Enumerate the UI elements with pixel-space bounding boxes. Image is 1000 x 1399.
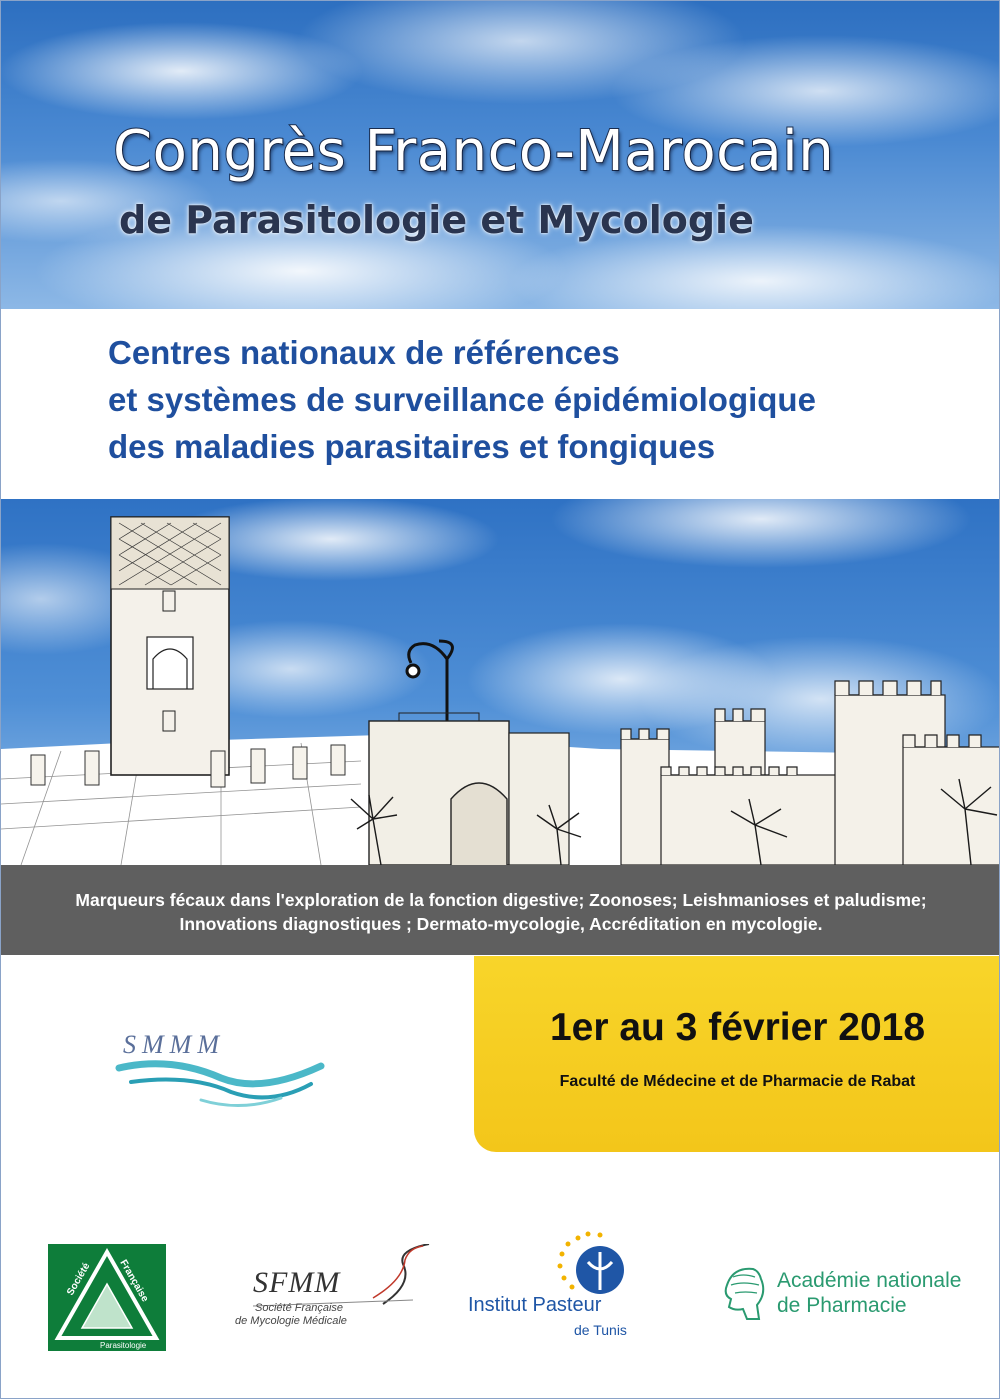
rabat-illustration (1, 499, 1000, 865)
smmm-wave-icon (111, 1016, 331, 1136)
smmm-logo (111, 1016, 331, 1136)
pasteur-name: Institut Pasteur (468, 1294, 602, 1316)
academie-profile-icon (713, 1263, 773, 1323)
congress-subtitle: de Parasitologie et Mycologie (119, 198, 754, 242)
kasbah-gate (369, 713, 569, 865)
academie-pharmacie-logo (713, 1263, 988, 1323)
sfp-text-bottom: Parasitologie (100, 1341, 147, 1350)
topics-line: Innovations diagnostiques ; Dermato-mycologie, Accréditation en mycologie. (179, 914, 823, 934)
institut-pasteur-logo (468, 1230, 658, 1346)
smmm-logo-text: SMMM (123, 1030, 225, 1059)
congress-theme (108, 329, 816, 470)
hassan-tower (111, 517, 229, 775)
topics-band (1, 865, 1000, 955)
pasteur-emblem-icon (468, 1230, 658, 1300)
sfp-logo (48, 1244, 166, 1351)
monument-sketch (1, 499, 1000, 865)
theme-line: des maladies parasitaires et fongiques (108, 428, 716, 465)
theme-line: et systèmes de surveillance épidémiologique (108, 381, 816, 418)
sfmm-subtitle-line: de Mycologie Médicale (235, 1315, 347, 1327)
congress-title: Congrès Franco-Marocain (113, 119, 835, 184)
academie-name-line: de Pharmacie (777, 1294, 907, 1317)
date-panel (474, 956, 1000, 1152)
event-dates: 1er au 3 février 2018 (549, 1006, 926, 1049)
sfmm-subtitle-line: Société Française (255, 1302, 344, 1314)
sfp-triangle-icon (48, 1244, 166, 1351)
sfmm-name: SFMM (253, 1266, 341, 1299)
sky-banner (1, 1, 1000, 309)
sfp-text-right: Française (117, 1258, 151, 1304)
academie-name-line: Académie nationale (777, 1269, 962, 1292)
sfp-text-top: Société (65, 1261, 93, 1298)
theme-line: Centres nationaux de références (108, 334, 620, 371)
topics-line: Marqueurs fécaux dans l'exploration de la fonction digestive; Zoonoses; Leishmanioses et paludisme; (75, 890, 927, 910)
sfmm-logo (233, 1244, 433, 1334)
pasteur-city: de Tunis (574, 1322, 627, 1338)
event-venue: Faculté de Médecine et de Pharmacie de Rabat (559, 1073, 916, 1090)
